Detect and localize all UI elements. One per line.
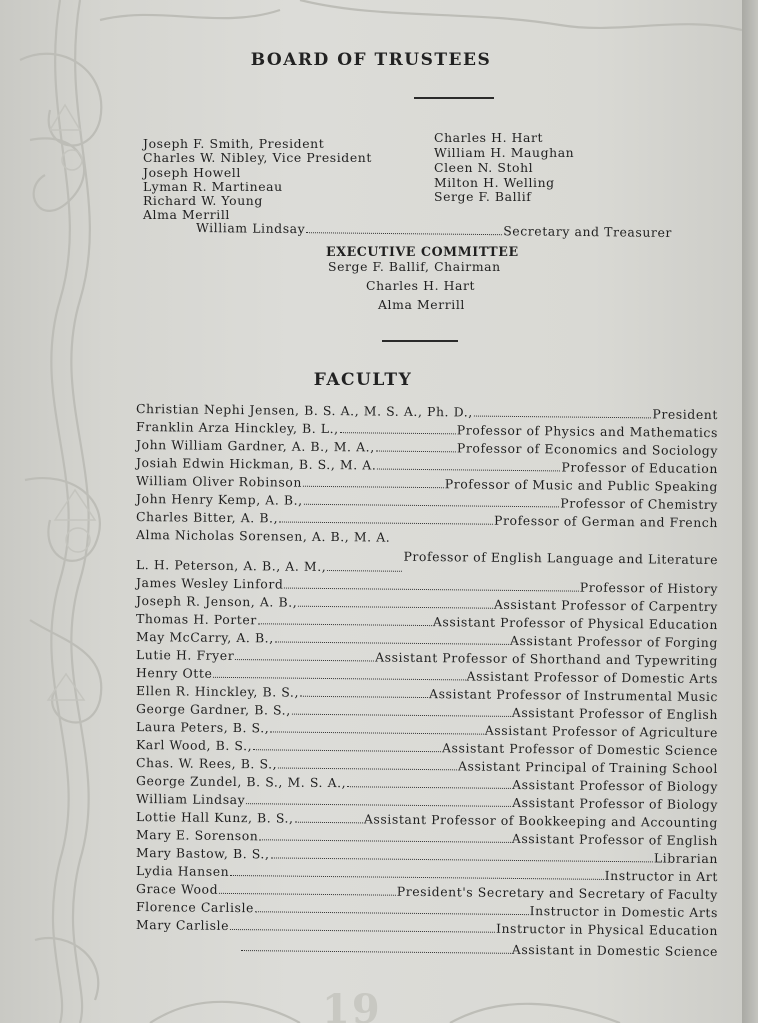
faculty-name: Henry Otte <box>135 665 213 681</box>
faculty-title: Assistant Professor of Domestic Arts <box>466 668 719 687</box>
faculty-name: May McCarry, A. B., <box>135 629 274 646</box>
faculty-name: Chas. W. Rees, B. S., <box>135 755 278 772</box>
trustee: Charles H. Hart <box>434 130 544 145</box>
faculty-name: Lydia Hansen <box>135 863 230 879</box>
faculty-name: Charles Bitter, A. B., <box>135 509 279 526</box>
dot-leader <box>376 450 456 453</box>
faculty-title: Professor of Economics and Sociology <box>456 440 719 459</box>
faculty-title: Assistant Professor of Agriculture <box>484 722 719 741</box>
dot-leader <box>306 231 502 235</box>
trustee: Alma Merrill <box>143 207 230 222</box>
faculty-title: Instructor in Art <box>604 867 719 885</box>
faculty-title: Assistant Professor of Biology <box>512 776 719 795</box>
dot-leader <box>219 892 396 896</box>
faculty-name: Christian Nephi Jensen, B. S. A., M. S. A., Ph. D., <box>135 401 473 420</box>
faculty-name: Lottie Hall Kunz, B. S., <box>135 809 294 826</box>
committee-member: Serge F. Ballif, Chairman <box>328 259 501 274</box>
faculty-title: Assistant Professor of English <box>511 704 719 723</box>
faculty-name: George Gardner, B. S., <box>135 701 291 718</box>
faculty-title: Assistant Professor of Physical Education <box>432 614 719 633</box>
trustee: Cleen N. Stohl <box>434 160 534 175</box>
executive-committee-heading: EXECUTIVE COMMITTEE <box>326 244 519 259</box>
faculty-name: Joseph R. Jenson, A. B., <box>135 593 298 610</box>
dot-leader <box>300 695 428 698</box>
trustee: Joseph F. Smith, President <box>143 136 325 151</box>
trustee: Richard W. Young <box>143 193 263 208</box>
faculty-title: Assistant Professor of Domestic Science <box>441 740 719 759</box>
trustee: Milton H. Welling <box>434 175 555 190</box>
faculty-title: President <box>652 406 719 423</box>
faculty-title: Assistant Professor of Instrumental Music <box>429 686 719 705</box>
page-edge-shadow <box>742 0 758 1023</box>
faculty-title: Assistant Professor of Carpentry <box>493 596 719 615</box>
dot-leader <box>292 713 511 717</box>
trustee: Lyman R. Martineau <box>143 179 283 194</box>
faculty-name: Lutie H. Fryer <box>135 647 235 664</box>
dot-leader <box>253 748 441 752</box>
faculty-name: Grace Wood <box>135 881 219 897</box>
faculty-name: Florence Carlisle <box>135 899 255 916</box>
faculty-title: Instructor in Domestic Arts <box>529 903 719 921</box>
faculty-name: William Lindsay <box>135 791 246 808</box>
dot-leader <box>230 874 603 880</box>
faculty-name: George Zundel, B. S., M. S. A., <box>135 773 347 791</box>
faculty-name: John William Gardner, A. B., M. A., <box>135 437 375 455</box>
faculty-title: Librarian <box>653 850 719 867</box>
dot-leader <box>298 605 493 609</box>
faculty-title: Assistant Principal of Training School <box>457 758 719 777</box>
trustee: William H. Maughan <box>434 145 575 160</box>
faculty-title: Professor of Physics and Mathematics <box>456 422 719 441</box>
dot-leader <box>327 569 402 572</box>
dot-leader <box>270 856 652 862</box>
faculty-name: Franklin Arza Hinckley, B. L., <box>135 419 339 437</box>
dot-leader <box>213 676 465 681</box>
dot-leader <box>270 730 483 734</box>
faculty-title: Assistant Professor of Shorthand and Typewriting <box>375 649 719 669</box>
dot-leader <box>259 838 510 843</box>
faculty-title: Professor of Chemistry <box>560 495 719 513</box>
faculty-name: Karl Wood, B. S., <box>135 737 253 754</box>
committee-member: Charles H. Hart <box>366 278 476 293</box>
faculty-name: Mary Carlisle <box>135 917 230 933</box>
dot-leader <box>255 910 529 915</box>
faculty-name: James Wesley Linford <box>135 575 284 592</box>
faculty-name: Alma Nicholas Sorensen, A. B., M. A. <box>135 527 391 545</box>
faculty-title: Assistant Professor of Forging <box>509 632 719 651</box>
dot-leader <box>295 821 363 824</box>
faculty-title: Professor of English Language and Literature <box>403 548 719 568</box>
trustee: Serge F. Ballif <box>434 189 532 204</box>
dot-leader <box>347 785 511 789</box>
faculty-name: Ellen R. Hinckley, B. S., <box>135 683 300 700</box>
dot-leader <box>241 949 511 954</box>
committee-member: Alma Merrill <box>378 297 465 312</box>
faculty-title: Assistant Professor of Biology <box>512 794 719 813</box>
faculty-name: John Henry Kemp, A. B., <box>135 491 303 508</box>
faculty-name: Mary Bastow, B. S., <box>135 845 270 862</box>
trustee: Charles W. Nibley, Vice President <box>143 150 372 165</box>
board-of-trustees-heading: BOARD OF TRUSTEES <box>250 50 492 70</box>
dot-leader <box>246 802 511 807</box>
dot-leader <box>474 415 652 419</box>
dot-leader <box>377 468 560 472</box>
dot-leader <box>278 766 457 770</box>
faculty-title: Assistant in Domestic Science <box>511 941 719 960</box>
page-number: 19 <box>322 986 382 1023</box>
faculty-title: Professor of Education <box>561 459 719 477</box>
dot-leader <box>235 658 374 661</box>
dot-leader <box>304 503 560 508</box>
section-divider <box>414 97 494 99</box>
dot-leader <box>279 520 493 524</box>
dot-leader <box>230 928 495 933</box>
faculty-name: Mary E. Sorenson <box>135 827 259 844</box>
faculty-title: President's Secretary and Secretary of Faculty <box>396 883 719 903</box>
faculty-title: Assistant Professor of Bookkeeping and Accounting <box>363 811 719 831</box>
dot-leader <box>275 640 509 644</box>
dot-leader <box>303 485 444 488</box>
dot-leader <box>258 622 432 626</box>
faculty-title: Professor of German and French <box>494 512 719 531</box>
faculty-title: Professor of History <box>579 579 719 597</box>
faculty-name: William Oliver Robinson <box>135 473 303 490</box>
faculty-name: Thomas H. Porter <box>135 611 257 628</box>
faculty-name: Laura Peters, B. S., <box>135 719 270 736</box>
trustee: Joseph Howell <box>143 165 241 180</box>
faculty-title: Assistant Professor of English <box>511 830 719 849</box>
secretary-title: Secretary and Treasurer <box>503 223 673 240</box>
faculty-name: Josiah Edwin Hickman, B. S., M. A. <box>135 455 377 473</box>
faculty-heading: FACULTY <box>313 370 413 390</box>
dot-leader <box>340 431 456 434</box>
dot-leader <box>284 587 578 592</box>
section-divider <box>382 340 458 342</box>
secretary-name: William Lindsay <box>195 220 306 237</box>
faculty-title: Instructor in Physical Education <box>495 920 719 939</box>
faculty-title: Professor of Music and Public Speaking <box>444 476 719 495</box>
faculty-name: L. H. Peterson, A. B., A. M., <box>135 557 327 574</box>
